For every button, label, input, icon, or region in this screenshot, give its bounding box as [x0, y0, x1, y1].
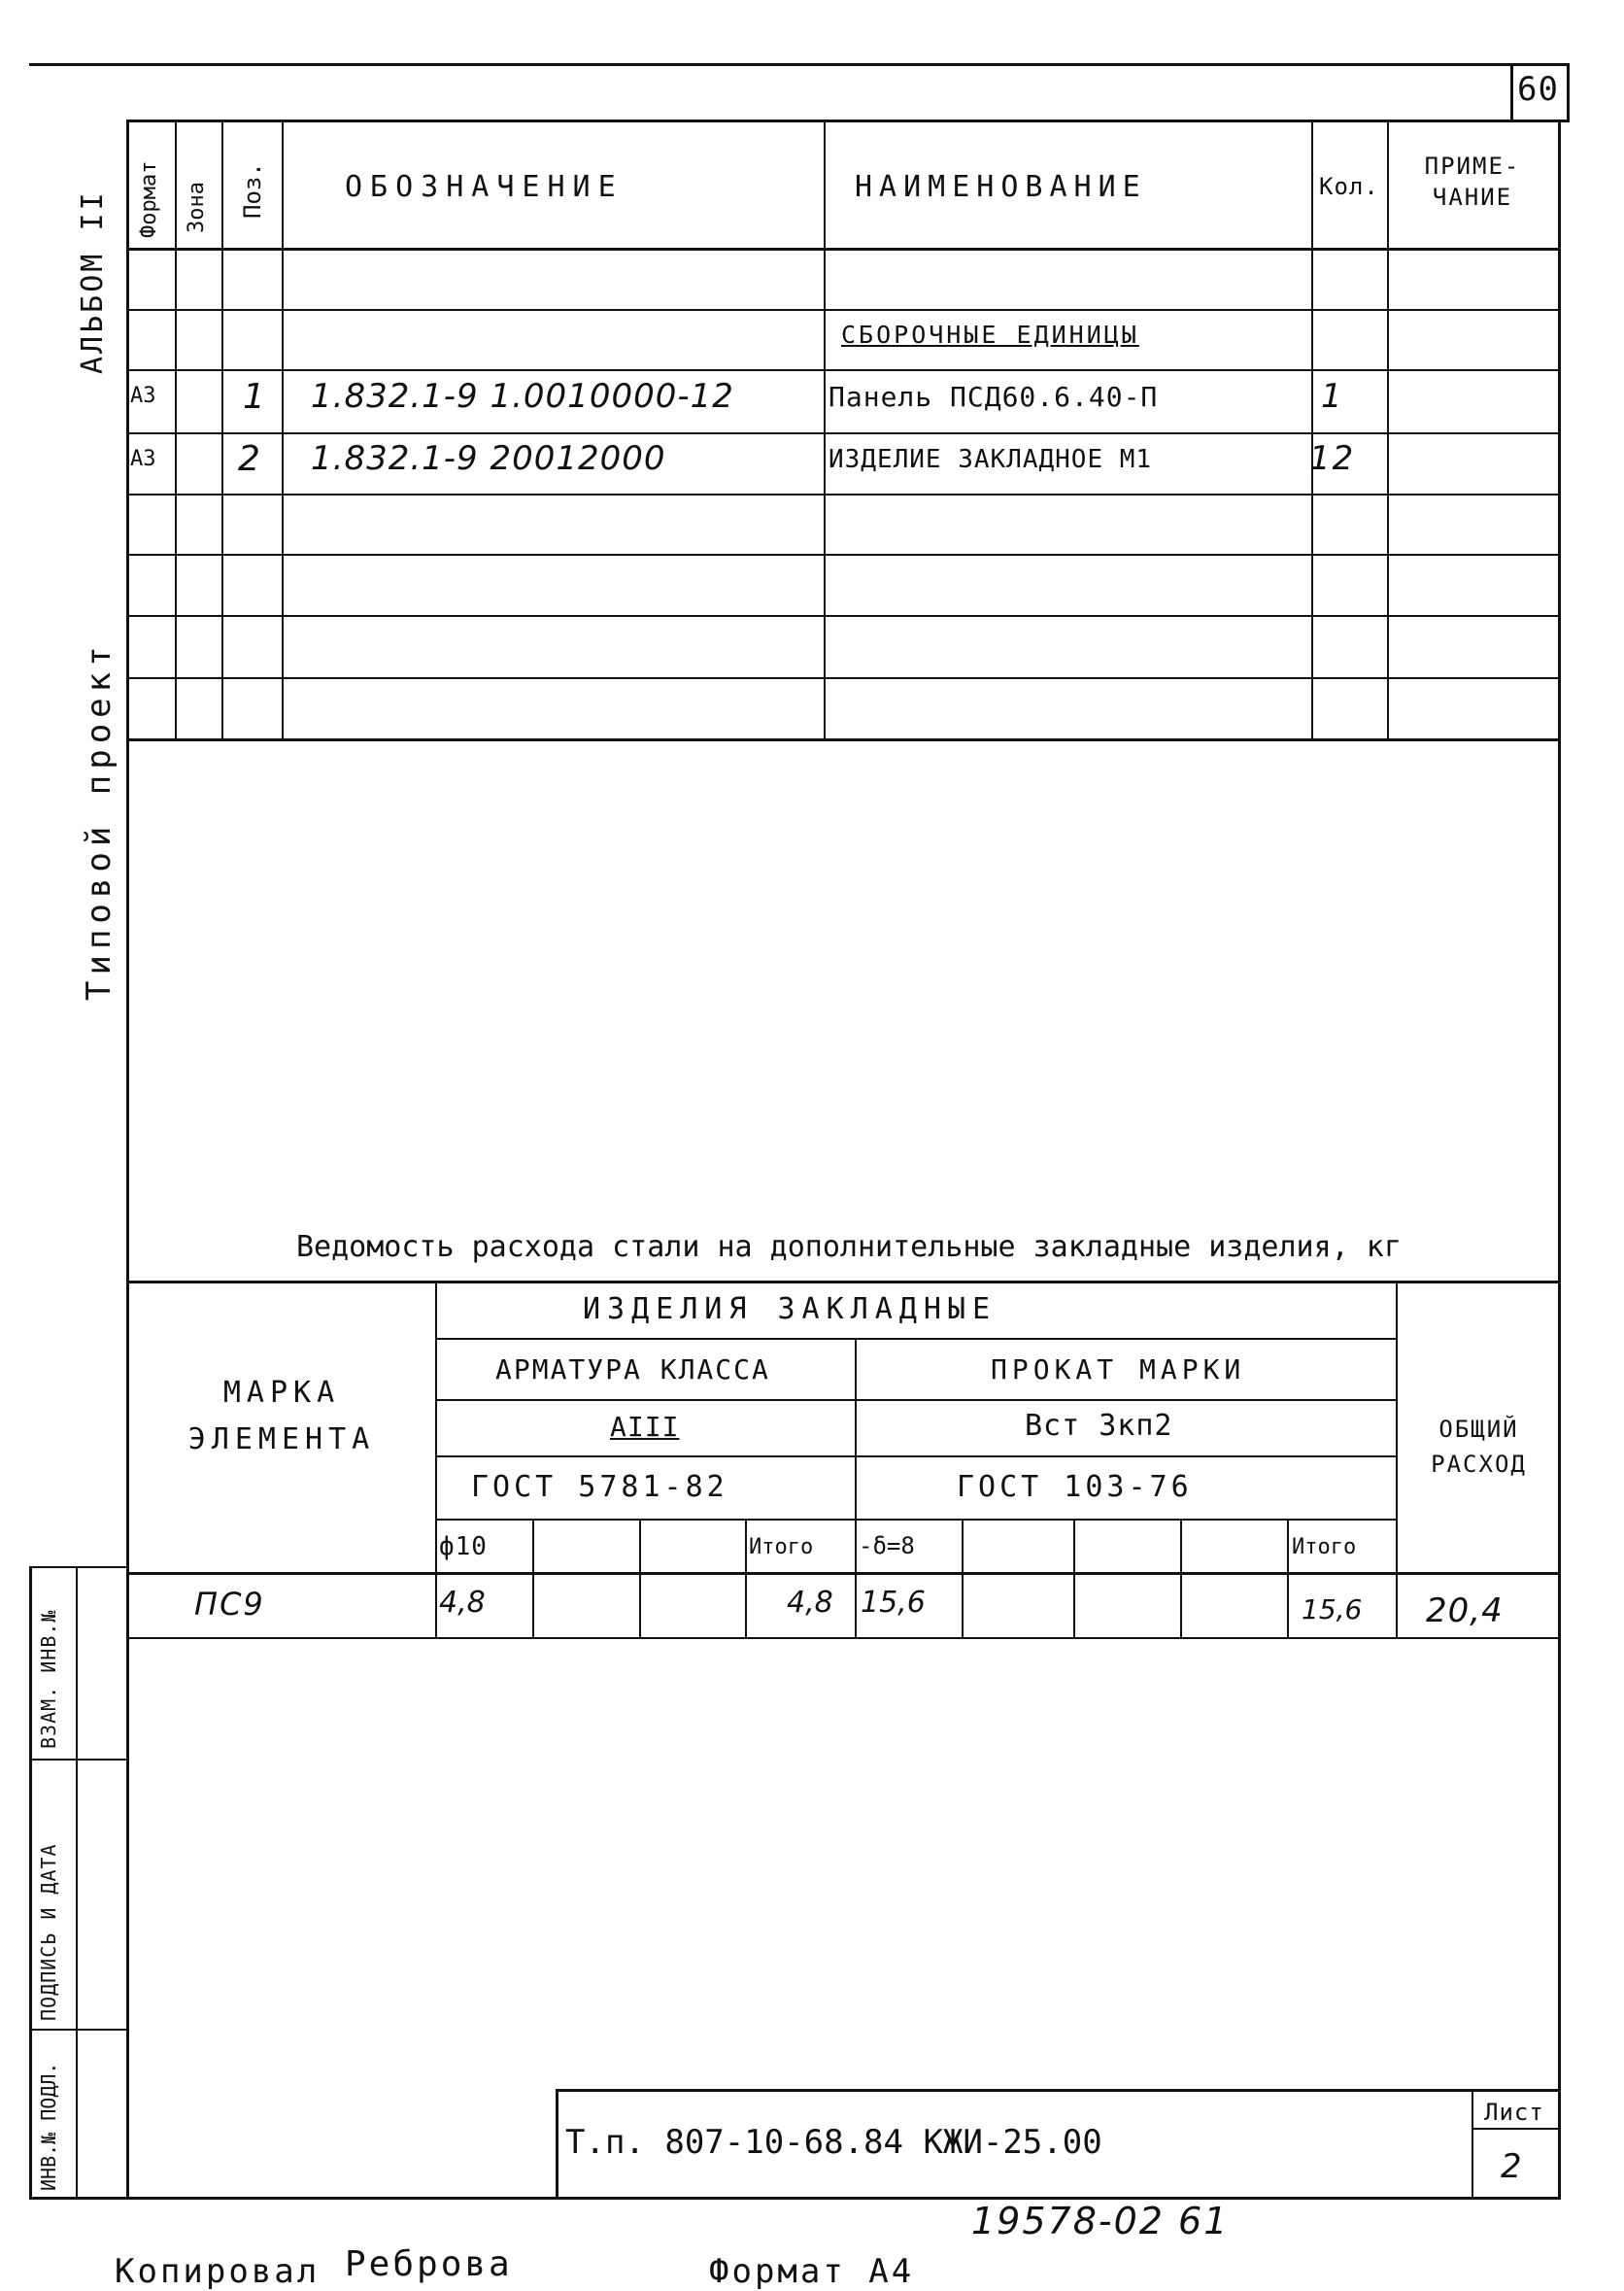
- stamp-inv-replace: ВЗАМ. ИНВ.№: [37, 1609, 60, 1749]
- steel-rebar-gost: ГОСТ 5781-82: [471, 1470, 728, 1504]
- stamp-bottom: [29, 2197, 78, 2200]
- archive-number: 19578-02 61: [971, 2200, 1230, 2242]
- spec-header-qty: Кол.: [1319, 173, 1379, 200]
- steel-line-v-mark: [435, 1281, 437, 1638]
- spec-row-2-qty: 12: [1309, 439, 1356, 478]
- title-block-left: [556, 2089, 558, 2199]
- steel-row-rolled-total: 15,6: [1302, 1593, 1363, 1625]
- steel-line-h-row-bottom: [126, 1637, 1560, 1639]
- spec-line-v-name: [1311, 120, 1313, 741]
- spec-row-1-format: А3: [130, 384, 156, 408]
- steel-rolled-gost: ГОСТ 103-76: [957, 1470, 1193, 1504]
- spec-row-1-pos: 1: [243, 377, 267, 417]
- steel-line-v-c5: [962, 1519, 964, 1638]
- footer-format: Формат А4: [709, 2252, 915, 2291]
- page-number: 60: [1517, 70, 1559, 109]
- steel-header-rolled-grade: ПРОКАТ МАРКИ: [991, 1353, 1246, 1385]
- spec-header-note: ПРИМЕ-ЧАНИЕ: [1424, 153, 1521, 211]
- steel-line-v-rebar-rolled: [855, 1338, 857, 1638]
- spec-row-2-name: ИЗДЕЛИЕ ЗАКЛАДНОЕ М1: [829, 445, 1153, 474]
- steel-row-rolled-1: 15,6: [861, 1586, 926, 1620]
- steel-line-v-c1: [532, 1519, 534, 1638]
- project-label: Типовой проект: [80, 640, 118, 1001]
- title-block-sheet-sep: [1472, 2128, 1560, 2130]
- spec-row-1-qty: 1: [1321, 377, 1344, 416]
- steel-line-h-grade: [435, 1455, 1397, 1457]
- stamp-left-inner: [76, 1566, 78, 2199]
- spec-line-h3: [126, 369, 1560, 371]
- steel-line-h-class: [435, 1399, 1397, 1401]
- spec-line-v-qty: [1387, 120, 1389, 741]
- spec-row-1-name: Панель ПСД60.6.40-П: [829, 381, 1159, 413]
- frame-right-line: [1558, 120, 1561, 2199]
- page-number-box-right: [1567, 63, 1570, 121]
- steel-line-h-gost: [435, 1519, 1397, 1521]
- spec-line-h4: [126, 432, 1560, 434]
- spec-row-1-designation: 1.832.1-9 1.0010000-12: [311, 377, 734, 416]
- page-number-box-left: [1510, 63, 1513, 121]
- steel-col-rolled-total: Итого: [1292, 1535, 1357, 1559]
- stamp-top: [29, 1566, 128, 1568]
- steel-line-v-c3: [745, 1519, 747, 1638]
- steel-line-v-c6: [1073, 1519, 1075, 1638]
- steel-header-group: ИЗДЕЛИЯ ЗАКЛАДНЫЕ: [583, 1292, 998, 1326]
- spec-line-h9: [126, 738, 1560, 741]
- spec-row-2-designation: 1.832.1-9 20012000: [311, 439, 666, 478]
- spec-line-h7: [126, 615, 1560, 617]
- steel-header-mark: МАРКА ЭЛЕМЕНТА: [187, 1376, 376, 1456]
- spec-section-title: СБОРОЧНЫЕ ЕДИНИЦЫ: [841, 321, 1139, 349]
- steel-col-rolled-1: -δ=8: [859, 1532, 915, 1559]
- steel-line-h-header-bottom: [126, 1572, 1560, 1575]
- steel-col-rebar-1: ф10: [439, 1532, 488, 1561]
- spec-row-2-format: А3: [130, 447, 156, 471]
- frame-bottom-line: [76, 2197, 1561, 2200]
- title-block-sheet-label: Лист: [1484, 2099, 1544, 2126]
- spec-line-v-zone: [221, 120, 223, 741]
- steel-row-rebar-1: 4,8: [439, 1586, 486, 1620]
- stamp-sep-1: [29, 1759, 128, 1761]
- steel-line-v-c7: [1180, 1519, 1182, 1638]
- frame-inner-top: [126, 120, 1570, 122]
- spec-header-designation: ОБОЗНАЧЕНИЕ: [345, 170, 624, 204]
- title-block-top: [556, 2089, 1560, 2092]
- footer-copied: Копировал: [115, 2252, 321, 2291]
- spec-row-2-pos: 2: [238, 439, 262, 479]
- spec-line-h5: [126, 494, 1560, 496]
- spec-line-v-pos: [282, 120, 284, 741]
- steel-line-v-c2: [639, 1519, 641, 1638]
- title-block-code: Т.п. 807-10-68.84 КЖИ-25.00: [565, 2123, 1102, 2162]
- title-block-sheet-left: [1472, 2089, 1473, 2199]
- stamp-inv-orig: ИНВ.№ ПОДЛ.: [37, 2062, 60, 2191]
- spec-line-h8: [126, 677, 1560, 679]
- steel-rebar-class: АIII: [610, 1411, 680, 1443]
- spec-header-name: НАИМЕНОВАНИЕ: [855, 170, 1147, 204]
- steel-row-mark: ПС9: [194, 1586, 265, 1623]
- steel-table-title: Ведомость расхода стали на дополнительные закладные изделия, кг: [296, 1230, 1402, 1264]
- spec-line-h1: [126, 248, 1560, 251]
- steel-rolled-grade: Вст 3кп2: [1025, 1409, 1173, 1443]
- frame-left-line: [126, 120, 129, 2199]
- spec-line-h2: [126, 309, 1560, 311]
- frame-top-line: [29, 63, 1569, 66]
- steel-line-h-top: [126, 1281, 1560, 1283]
- steel-header-rebar-class: АРМАТУРА КЛАССА: [495, 1353, 770, 1385]
- spec-header-format: Формат: [137, 160, 161, 238]
- steel-line-h-group: [435, 1338, 1397, 1340]
- spec-line-h6: [126, 554, 1560, 556]
- steel-col-rebar-total: Итого: [749, 1535, 814, 1559]
- spec-line-v-format: [175, 120, 177, 741]
- steel-line-v-total: [1396, 1281, 1398, 1638]
- spec-header-pos: Поз.: [239, 162, 266, 219]
- album-label: АЛЬБОМ II: [76, 189, 110, 374]
- footer-author: Реброва: [345, 2244, 513, 2284]
- steel-header-total: ОБЩИЙ РАСХОД: [1431, 1416, 1527, 1478]
- steel-line-v-c8: [1287, 1519, 1289, 1638]
- spec-line-v-designation: [824, 120, 826, 741]
- stamp-left-outer: [29, 1566, 32, 2199]
- steel-row-rebar-total: 4,8: [787, 1586, 833, 1620]
- steel-row-total: 20,4: [1426, 1591, 1504, 1630]
- title-block-sheet-number: 2: [1501, 2147, 1524, 2186]
- stamp-sign-date: ПОДПИСЬ И ДАТА: [37, 1843, 60, 2021]
- stamp-sep-2: [29, 2029, 128, 2031]
- spec-header-zone: Зона: [185, 182, 209, 233]
